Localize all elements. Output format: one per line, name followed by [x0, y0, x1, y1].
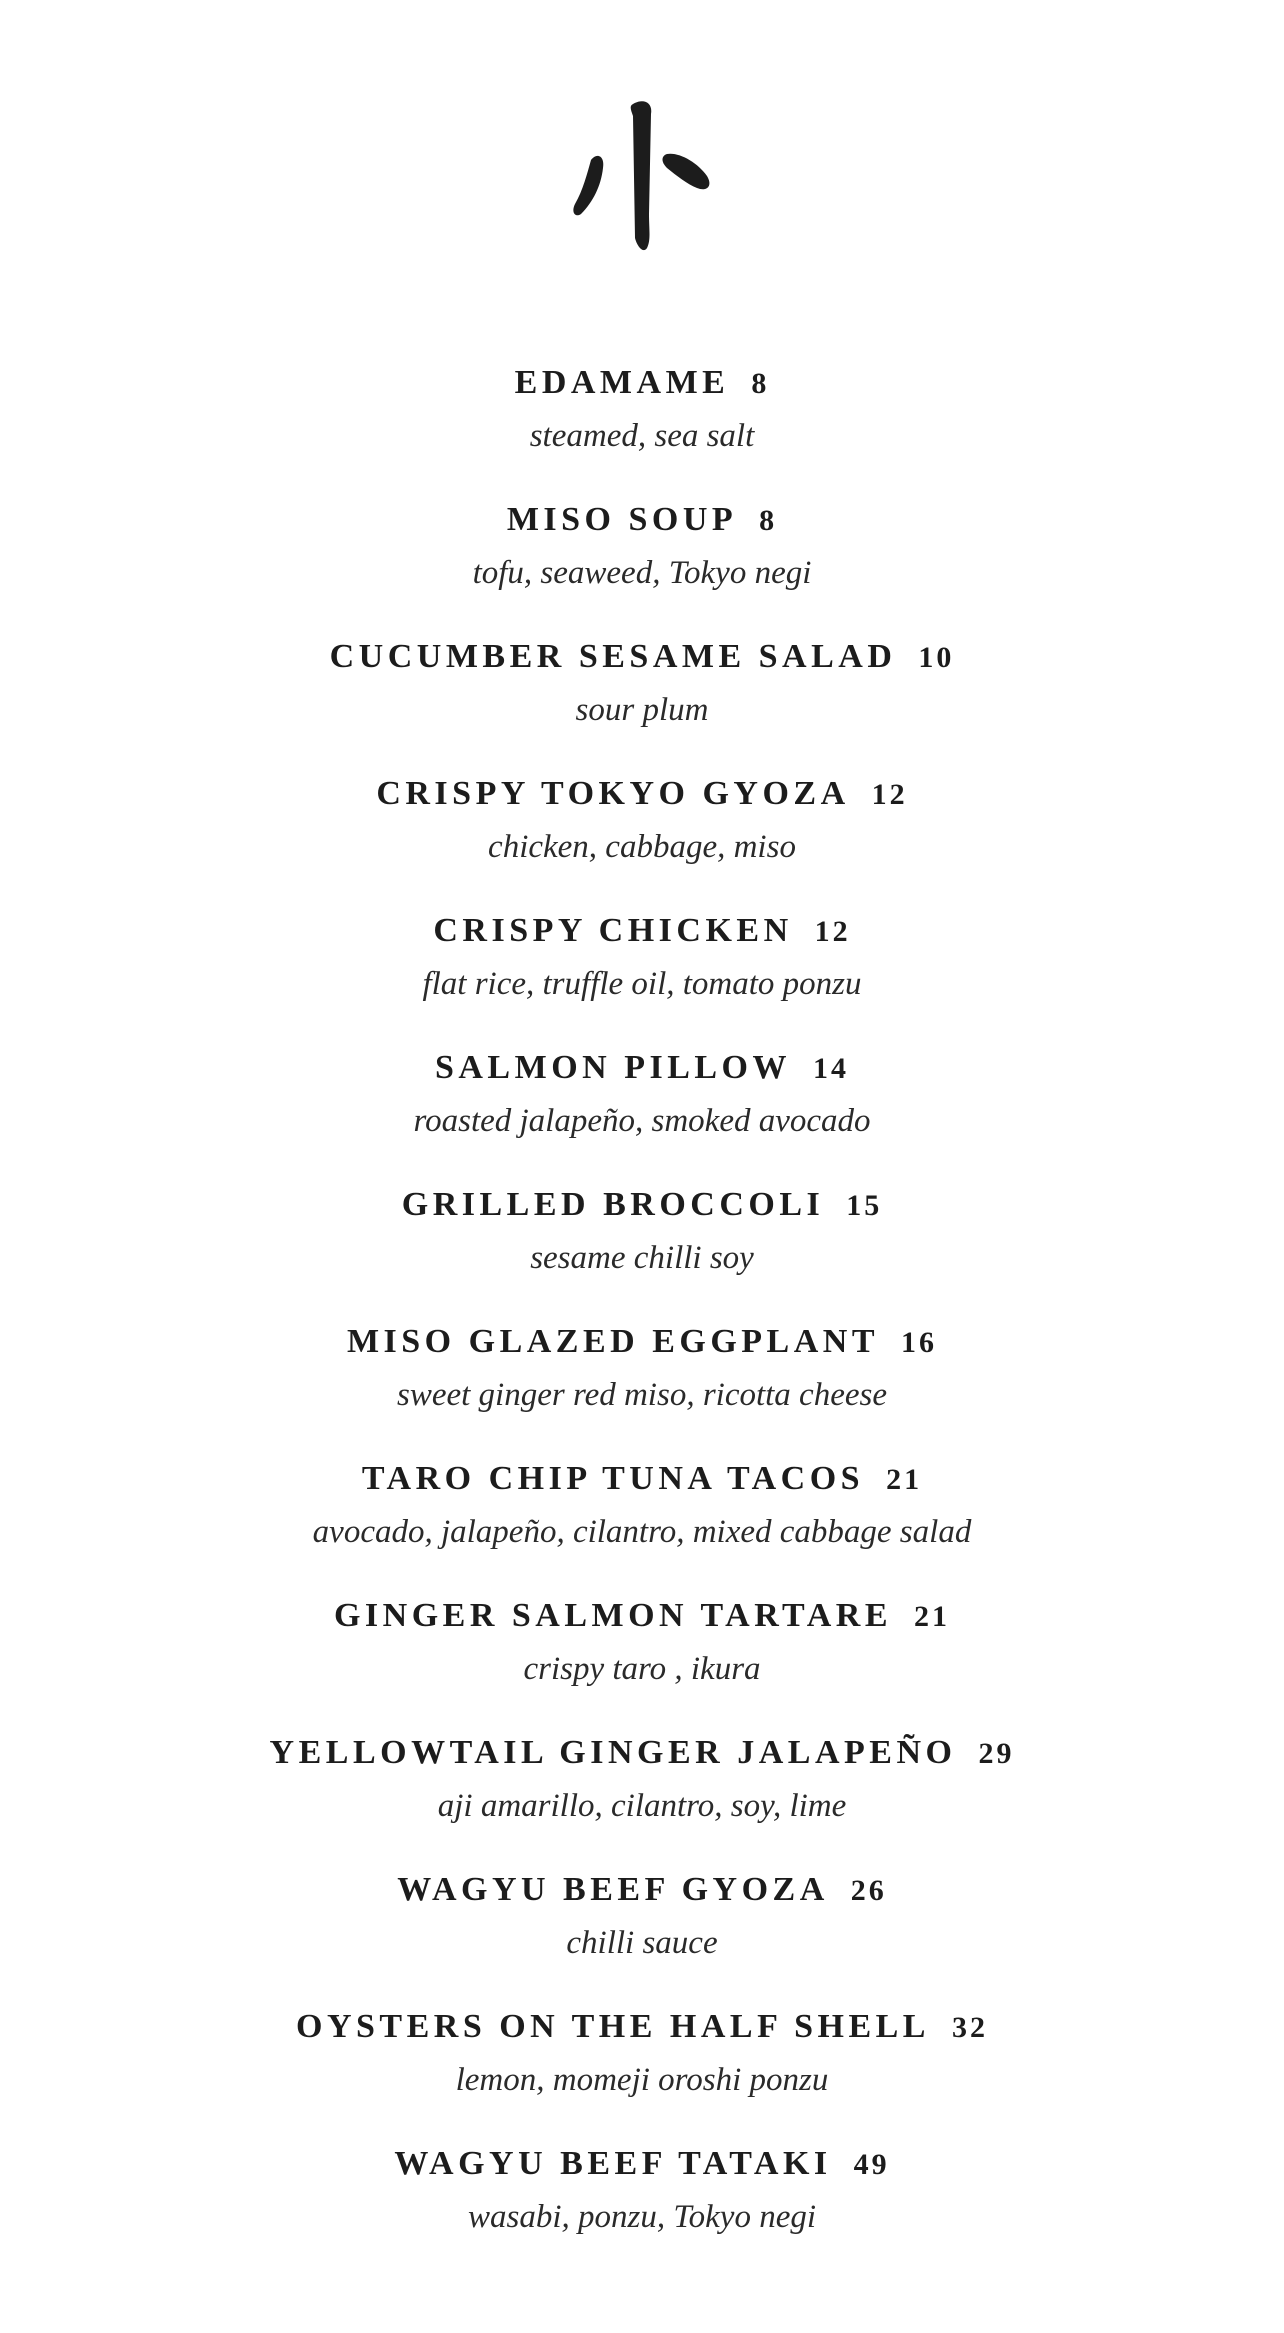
menu-item-title: [0, 900, 1284, 962]
menu-item-name: MISO GLAZED EGGPLANT: [346, 1323, 880, 1360]
menu-item-name: WAGYU BEEF GYOZA: [397, 1871, 829, 1908]
menu-item-title: [0, 1722, 1284, 1784]
menu-item-description: wasabi, ponzu, Tokyo negi: [467, 2199, 817, 2235]
menu-item: [0, 1722, 1284, 1859]
menu-item-price: 49: [853, 2148, 890, 2181]
menu-item-price: 21: [914, 1600, 951, 1633]
menu-item: [0, 1996, 1284, 2133]
menu-item-name: CRISPY CHICKEN: [433, 912, 793, 949]
menu-item-name: YELLOWTAIL GINGER JALAPEÑO: [269, 1734, 957, 1771]
menu-item-price: 29: [978, 1737, 1015, 1770]
menu-item-price: 8: [759, 504, 778, 537]
menu-item-description: avocado, jalapeño, cilantro, mixed cabbage salad: [312, 1514, 972, 1550]
menu-item-name: SALMON PILLOW: [434, 1049, 792, 1086]
menu-item-price: 16: [901, 1326, 938, 1359]
menu-list: [0, 352, 1284, 2270]
menu-item-title: [0, 352, 1284, 414]
menu-item-name: WAGYU BEEF TATAKI: [394, 2145, 832, 2182]
menu-item-description: sour plum: [575, 692, 709, 728]
menu-item: [0, 1311, 1284, 1448]
menu-item-name: CUCUMBER SESAME SALAD: [329, 638, 897, 675]
menu-item-price: 21: [886, 1463, 923, 1496]
menu-item: [0, 763, 1284, 900]
menu-item: [0, 1174, 1284, 1311]
menu-item: [0, 1859, 1284, 1996]
menu-item-name: TARO CHIP TUNA TACOS: [361, 1460, 865, 1497]
menu-item-name: MISO SOUP: [506, 501, 738, 538]
menu-item-description: sesame chilli soy: [530, 1240, 754, 1276]
menu-item-title: [0, 2133, 1284, 2195]
menu-item-price: 12: [871, 778, 908, 811]
menu-item-description: tofu, seaweed, Tokyo negi: [472, 555, 812, 591]
menu-item-name: GINGER SALMON TARTARE: [333, 1597, 893, 1634]
menu-item-description: sweet ginger red miso, ricotta cheese: [396, 1377, 887, 1413]
menu-item-name: GRILLED BROCCOLI: [401, 1186, 825, 1223]
menu-item-title: [0, 1585, 1284, 1647]
menu-item-name: OYSTERS ON THE HALF SHELL: [296, 2008, 930, 2045]
logo: [0, 96, 1284, 256]
menu-item-description: steamed, sea salt: [529, 418, 755, 454]
menu-item-description: chicken, cabbage, miso: [488, 829, 796, 865]
menu-item: [0, 489, 1284, 626]
menu-item: [0, 2133, 1284, 2270]
menu-item-title: [0, 1448, 1284, 1510]
menu-item-title: [0, 489, 1284, 551]
menu-item-price: 10: [918, 641, 955, 674]
menu-item-description: chilli sauce: [566, 1925, 718, 1961]
menu-item-description: aji amarillo, cilantro, soy, lime: [437, 1788, 847, 1824]
menu-item-price: 15: [846, 1189, 883, 1222]
menu-item: [0, 352, 1284, 489]
menu-item: [0, 1585, 1284, 1722]
menu-item-name: CRISPY TOKYO GYOZA: [376, 775, 850, 812]
menu-item-description: flat rice, truffle oil, tomato ponzu: [422, 966, 862, 1002]
menu-item-title: [0, 1174, 1284, 1236]
kanji-logo-icon: [567, 96, 717, 256]
menu-item-price: 32: [952, 2011, 988, 2044]
menu-item-title: [0, 1037, 1284, 1099]
menu-item: [0, 1037, 1284, 1174]
menu-item-price: 8: [751, 367, 770, 400]
menu-item-title: [0, 1996, 1284, 2058]
menu-item: [0, 900, 1284, 1037]
menu-item-description: crispy taro , ikura: [523, 1651, 761, 1687]
menu-item-price: 26: [850, 1874, 887, 1907]
menu-item-title: [0, 626, 1284, 688]
menu-item-description: lemon, momeji oroshi ponzu: [455, 2062, 829, 2098]
menu-item: [0, 1448, 1284, 1585]
menu-item-name: EDAMAME: [514, 364, 730, 401]
menu-item-title: [0, 1859, 1284, 1921]
menu-item: [0, 626, 1284, 763]
menu-item-title: [0, 1311, 1284, 1373]
menu-item-description: roasted jalapeño, smoked avocado: [413, 1103, 871, 1139]
menu-item-price: 14: [813, 1052, 850, 1085]
menu-item-title: [0, 763, 1284, 825]
menu-item-price: 12: [814, 915, 851, 948]
